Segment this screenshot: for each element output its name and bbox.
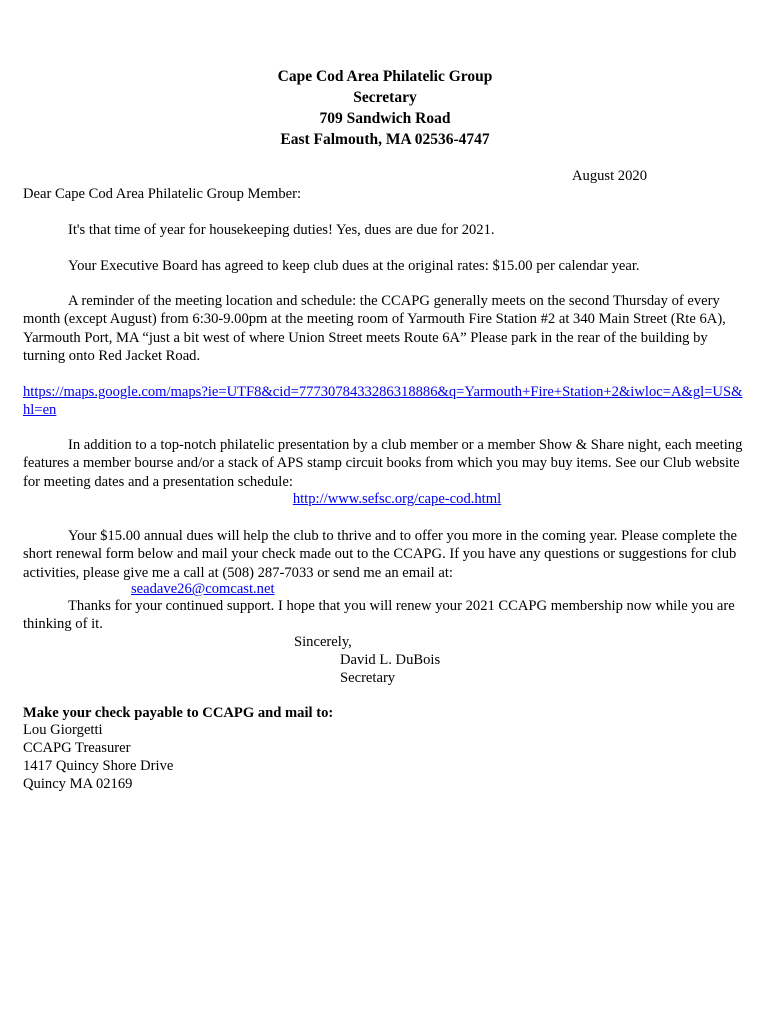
mail-to-role: CCAPG Treasurer [23, 740, 131, 756]
map-link-anchor[interactable]: https://maps.google.com/maps?ie=UTF8&cid=7773078433286318886&q=Yarmouth+Fire+Station+2&iwloc=A&gl=US&hl=en [23, 384, 743, 419]
closing-name: David L. DuBois [340, 652, 441, 668]
paragraph-meeting-info: A reminder of the meeting location and schedule: the CCAPG generally meets on the second Thursday of every month (except August) from 6:30-9.00pm at the meeting room of Yarmouth Fire Station #2 at 340 Main Street (Rte 6A), Yarmouth Port, MA “just a bit west of where Union Street meets Route 6A” Please park in the rear of the building by turning onto Red Jacket Road. [23, 293, 726, 364]
map-link[interactable] [23, 383, 748, 420]
paragraph-dues-intro: It's that time of year for housekeeping duties! Yes, dues are due for 2021. [68, 222, 495, 238]
closing-sincerely: Sincerely, [294, 634, 352, 650]
closing-title: Secretary [340, 670, 396, 686]
email-link[interactable]: seadave26@comcast.net [131, 581, 275, 597]
salutation: Dear Cape Cod Area Philatelic Group Member: [23, 186, 302, 202]
mail-to-heading: Make your check payable to CCAPG and mail to: [23, 705, 334, 721]
mail-to-city: Quincy MA 02169 [23, 776, 133, 792]
paragraph-renewal: Your $15.00 annual dues will help the club to thrive and to offer you more in the coming year. Please complete the short renewal form below and mail your check made out to the CCAPG. If you have any questions or suggestions for club activities, please give me a call at (508) 287-7033 or send me an email at: [23, 528, 738, 581]
paragraph-thanks: Thanks for your continued support. I hope that you will renew your 2021 CCAPG membership now while you are thinking of it. [23, 598, 735, 633]
header-role: Secretary [353, 89, 417, 106]
letter-date: August 2020 [572, 168, 647, 184]
header-street: 709 Sandwich Road [319, 110, 451, 127]
header-org-name: Cape Cod Area Philatelic Group [277, 68, 493, 85]
paragraph-dues-rates: Your Executive Board has agreed to keep club dues at the original rates: $15.00 per calendar year. [68, 258, 640, 274]
header-city: East Falmouth, MA 02536-4747 [280, 131, 490, 148]
mail-to-name: Lou Giorgetti [23, 722, 103, 738]
paragraph-presentations: In addition to a top-notch philatelic presentation by a club member or a member Show & Share night, each meeting features a member bourse and/or a stack of APS stamp circuit books from which you may buy items. See our Club website for meeting dates and a presentation schedule: [23, 437, 743, 490]
mail-to-street: 1417 Quincy Shore Drive [23, 758, 174, 774]
website-link[interactable]: http://www.sefsc.org/cape-cod.html [292, 491, 502, 507]
website-link-row [12, 490, 770, 508]
email-link-row [131, 580, 275, 598]
